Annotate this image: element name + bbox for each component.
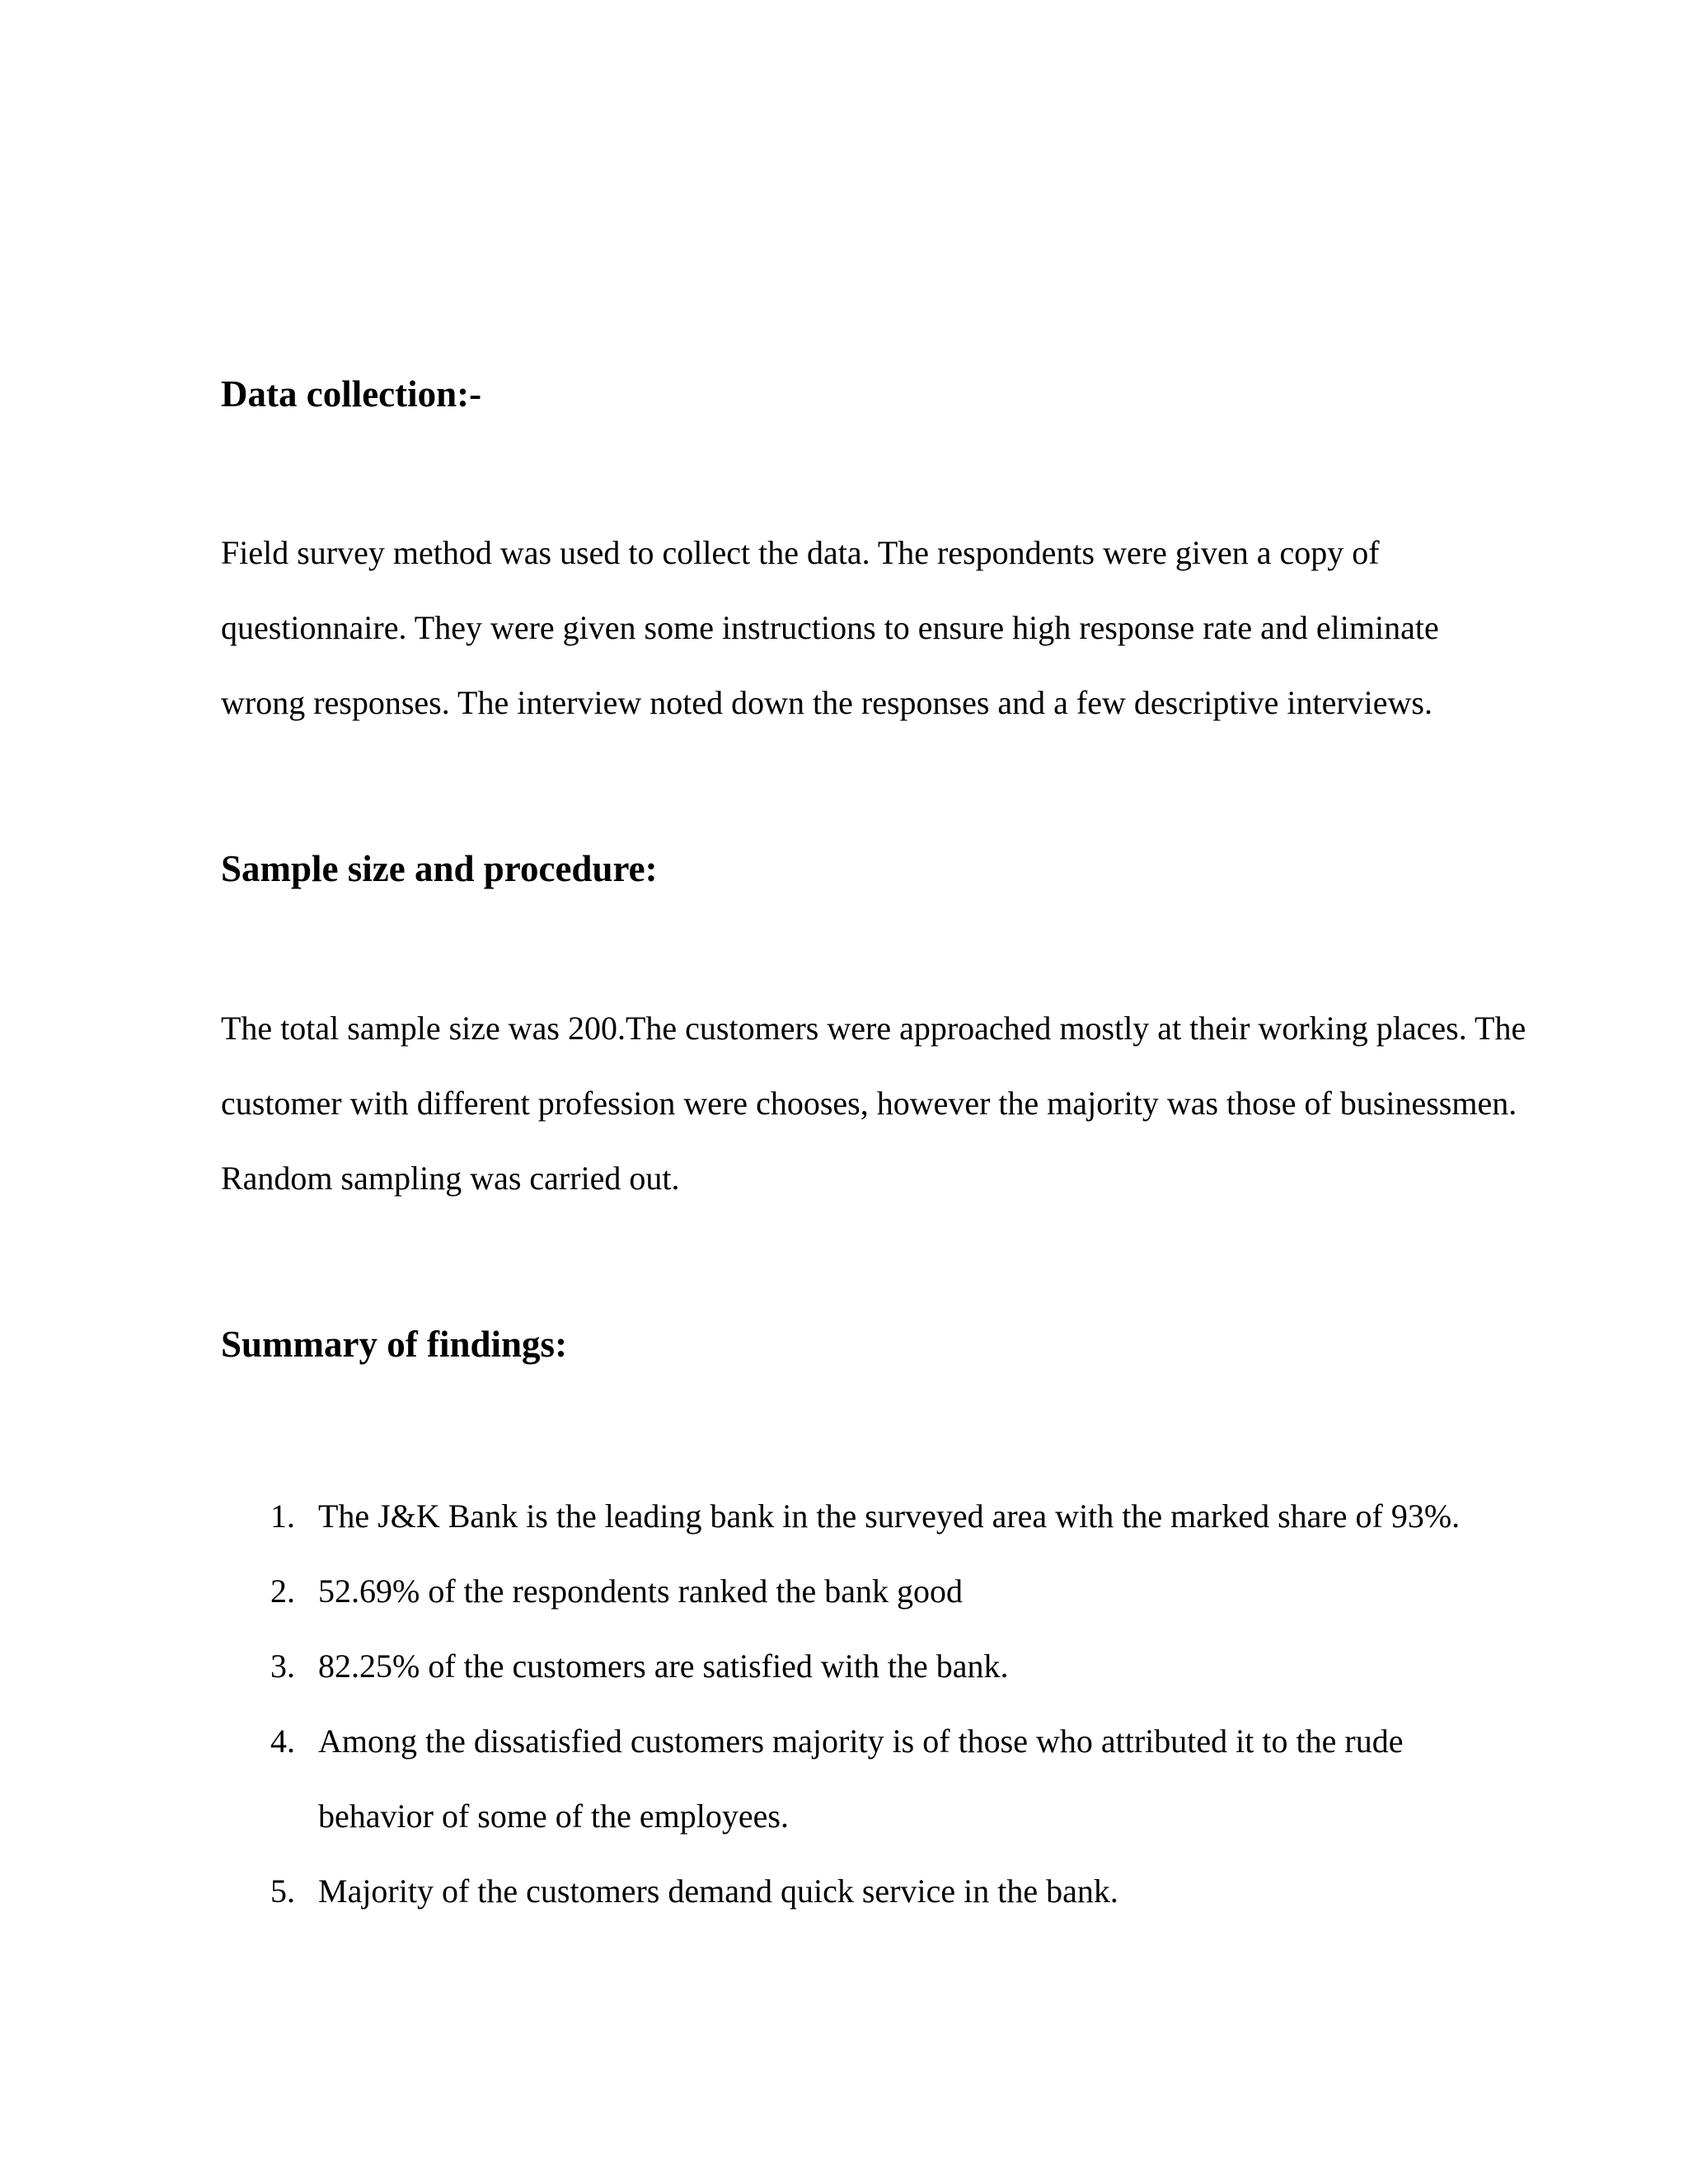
list-item-number: 5. [270, 1872, 295, 1910]
sample-size-line-1: The total sample size was 200.The customers were approached mostly at their working places. The [221, 1010, 1526, 1047]
data-collection-line-3: wrong responses. The interview noted down the responses and a few descriptive interviews. [221, 684, 1432, 721]
data-collection-line-2: questionnaire. They were given some instructions to ensure high response rate and eliminate [221, 609, 1439, 646]
list-item-text-continuation: behavior of some of the employees. [318, 1797, 789, 1835]
sample-size-line-2: customer with different profession were chooses, however the majority was those of businessmen. [221, 1085, 1517, 1122]
sample-size-heading: Sample size and procedure: [221, 848, 658, 889]
list-item-text: Among the dissatisfied customers majority is of those who attributed it to the rude [318, 1722, 1404, 1760]
list-item-number: 4. [270, 1722, 295, 1760]
list-item-number: 2. [270, 1572, 295, 1610]
list-item-text: 82.25% of the customers are satisfied with the bank. [318, 1647, 1009, 1685]
list-item-text: 52.69% of the respondents ranked the bank good [318, 1572, 964, 1610]
summary-heading: Summary of findings: [221, 1324, 568, 1365]
list-item-text: The J&K Bank is the leading bank in the surveyed area with the marked share of 93%. [318, 1497, 1461, 1535]
sample-size-line-3: Random sampling was carried out. [221, 1160, 680, 1197]
list-item-text: Majority of the customers demand quick service in the bank. [318, 1872, 1118, 1910]
data-collection-heading: Data collection:- [221, 373, 482, 415]
data-collection-line-1: Field survey method was used to collect the data. The respondents were given a copy of [221, 534, 1380, 571]
list-item-number: 3. [270, 1647, 295, 1685]
list-item-number: 1. [270, 1497, 295, 1535]
